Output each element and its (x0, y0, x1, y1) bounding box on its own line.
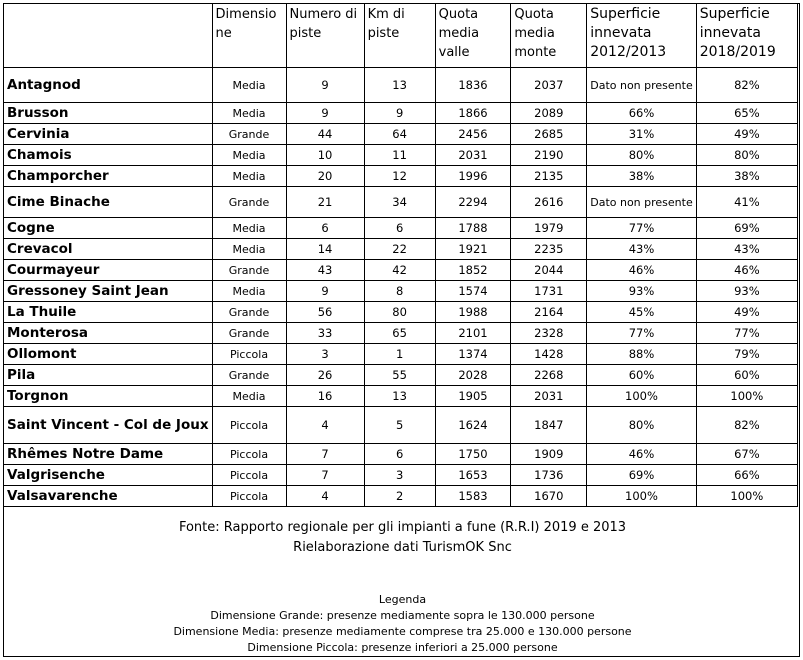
cell-dimensione: Piccola (212, 344, 286, 365)
cell-area-name: Courmayeur (4, 260, 213, 281)
cell-numero-piste: 7 (286, 465, 364, 486)
header-cell-quota-valle: Quota media valle (435, 4, 511, 68)
cell-km-piste: 42 (364, 260, 435, 281)
header-cell-quota-monte: Quota media monte (511, 4, 587, 68)
cell-quota-monte: 2616 (511, 187, 587, 218)
cell-numero-piste: 9 (286, 103, 364, 124)
table-row (4, 145, 798, 166)
cell-superficie-2012: 43% (587, 239, 697, 260)
cell-quota-valle: 1624 (435, 407, 511, 444)
cell-km-piste: 6 (364, 444, 435, 465)
cell-superficie-2012: 46% (587, 444, 697, 465)
table-row (4, 444, 798, 465)
cell-km-piste: 22 (364, 239, 435, 260)
cell-area-name: Monterosa (4, 323, 213, 344)
cell-dimensione: Media (212, 145, 286, 166)
spreadsheet (3, 3, 800, 657)
cell-superficie-2018: 93% (696, 281, 797, 302)
cell-quota-monte: 2190 (511, 145, 587, 166)
cell-area-name: Pila (4, 365, 213, 386)
cell-numero-piste: 9 (286, 68, 364, 103)
cell-quota-valle: 1653 (435, 465, 511, 486)
cell-dimensione: Media (212, 239, 286, 260)
cell-dimensione: Media (212, 103, 286, 124)
cell-superficie-2012: 77% (587, 218, 697, 239)
table-row (4, 281, 798, 302)
cell-km-piste: 65 (364, 323, 435, 344)
table-row (4, 302, 798, 323)
cell-numero-piste: 21 (286, 187, 364, 218)
source-line: Fonte: Rapporto regionale per gli impianti a fune (R.R.I) 2019 e 2013 (178, 520, 627, 535)
cell-superficie-2012: 88% (587, 344, 697, 365)
table-row (4, 386, 798, 407)
cell-numero-piste: 7 (286, 444, 364, 465)
cell-superficie-2012: Dato non presente (587, 68, 697, 103)
cell-superficie-2012: 69% (587, 465, 697, 486)
cell-quota-valle: 2456 (435, 124, 511, 145)
cell-quota-monte: 2037 (511, 68, 587, 103)
cell-superficie-2012: 38% (587, 166, 697, 187)
cell-superficie-2012: 46% (587, 260, 697, 281)
cell-numero-piste: 44 (286, 124, 364, 145)
cell-superficie-2018: 46% (696, 260, 797, 281)
header-cell-superficie-2018: Superficie innevata 2018/2019 (696, 4, 797, 68)
cell-numero-piste: 4 (286, 486, 364, 507)
cell-superficie-2012: 80% (587, 407, 697, 444)
cell-dimensione: Media (212, 166, 286, 187)
cell-quota-valle: 2031 (435, 145, 511, 166)
cell-area-name: Rhêmes Notre Dame (4, 444, 213, 465)
cell-area-name: Crevacol (4, 239, 213, 260)
cell-quota-valle: 1788 (435, 218, 511, 239)
table-row (4, 166, 798, 187)
cell-numero-piste: 10 (286, 145, 364, 166)
table-row (4, 103, 798, 124)
header-cell-area (4, 4, 213, 68)
header-cell-km-piste: Km di piste (364, 4, 435, 68)
cell-numero-piste: 26 (286, 365, 364, 386)
cell-quota-monte: 2089 (511, 103, 587, 124)
cell-area-name: Gressoney Saint Jean (4, 281, 213, 302)
cell-quota-valle: 1374 (435, 344, 511, 365)
cell-superficie-2018: 49% (696, 302, 797, 323)
cell-superficie-2018: 66% (696, 465, 797, 486)
cell-dimensione: Piccola (212, 486, 286, 507)
cell-area-name: Cime Binache (4, 187, 213, 218)
cell-dimensione: Piccola (212, 407, 286, 444)
cell-quota-valle: 1574 (435, 281, 511, 302)
cell-quota-valle: 1921 (435, 239, 511, 260)
cell-superficie-2012: Dato non presente (587, 187, 697, 218)
cell-dimensione: Grande (212, 302, 286, 323)
legend-item-piccola: Dimensione Piccola: presenze inferiori a 25.000 persone (247, 641, 558, 654)
cell-km-piste: 2 (364, 486, 435, 507)
cell-dimensione: Grande (212, 187, 286, 218)
cell-dimensione: Media (212, 68, 286, 103)
cell-quota-monte: 1670 (511, 486, 587, 507)
cell-superficie-2018: 79% (696, 344, 797, 365)
cell-superficie-2018: 82% (696, 68, 797, 103)
cell-area-name: La Thuile (4, 302, 213, 323)
cell-superficie-2018: 80% (696, 145, 797, 166)
table-row (4, 323, 798, 344)
table-row (4, 465, 798, 486)
cell-numero-piste: 16 (286, 386, 364, 407)
cell-area-name: Saint Vincent - Col de Joux (4, 407, 213, 444)
cell-dimensione: Grande (212, 124, 286, 145)
cell-superficie-2018: 49% (696, 124, 797, 145)
cell-superficie-2012: 31% (587, 124, 697, 145)
cell-superficie-2018: 60% (696, 365, 797, 386)
cell-km-piste: 64 (364, 124, 435, 145)
cell-dimensione: Grande (212, 365, 286, 386)
cell-km-piste: 34 (364, 187, 435, 218)
cell-area-name: Chamois (4, 145, 213, 166)
cell-numero-piste: 9 (286, 281, 364, 302)
cell-km-piste: 12 (364, 166, 435, 187)
cell-km-piste: 11 (364, 145, 435, 166)
cell-quota-valle: 1866 (435, 103, 511, 124)
cell-numero-piste: 56 (286, 302, 364, 323)
cell-km-piste: 8 (364, 281, 435, 302)
table-row (4, 239, 798, 260)
cell-area-name: Cervinia (4, 124, 213, 145)
cell-quota-valle: 1583 (435, 486, 511, 507)
cell-km-piste: 6 (364, 218, 435, 239)
cell-superficie-2012: 100% (587, 486, 697, 507)
header-cell-numero-piste: Numero di piste (286, 4, 364, 68)
cell-area-name: Valsavarenche (4, 486, 213, 507)
cell-superficie-2012: 60% (587, 365, 697, 386)
cell-superficie-2012: 66% (587, 103, 697, 124)
table-row (4, 218, 798, 239)
cell-superficie-2012: 93% (587, 281, 697, 302)
cell-dimensione: Media (212, 281, 286, 302)
table-row (4, 407, 798, 444)
cell-area-name: Cogne (4, 218, 213, 239)
cell-area-name: Brusson (4, 103, 213, 124)
cell-dimensione: Grande (212, 260, 286, 281)
cell-numero-piste: 43 (286, 260, 364, 281)
cell-km-piste: 9 (364, 103, 435, 124)
cell-km-piste: 55 (364, 365, 435, 386)
cell-numero-piste: 4 (286, 407, 364, 444)
header-cell-superficie-2012: Superficie innevata 2012/2013 (587, 4, 697, 68)
cell-superficie-2018: 69% (696, 218, 797, 239)
cell-superficie-2012: 45% (587, 302, 697, 323)
cell-superficie-2012: 100% (587, 386, 697, 407)
cell-dimensione: Grande (212, 323, 286, 344)
table-body (4, 68, 798, 507)
cell-quota-monte: 2328 (511, 323, 587, 344)
table-row (4, 187, 798, 218)
cell-km-piste: 13 (364, 68, 435, 103)
cell-quota-valle: 1996 (435, 166, 511, 187)
cell-quota-monte: 2135 (511, 166, 587, 187)
cell-quota-monte: 2044 (511, 260, 587, 281)
legend-item-grande: Dimensione Grande: presenze mediamente sopra le 130.000 persone (210, 609, 595, 622)
header-cell-dimensione: Dimensione (212, 4, 286, 68)
cell-quota-monte: 1731 (511, 281, 587, 302)
cell-superficie-2018: 82% (696, 407, 797, 444)
cell-quota-monte: 2235 (511, 239, 587, 260)
cell-quota-monte: 2031 (511, 386, 587, 407)
cell-superficie-2018: 65% (696, 103, 797, 124)
cell-quota-valle: 1852 (435, 260, 511, 281)
legend-title: Legenda (378, 593, 427, 606)
table-row (4, 365, 798, 386)
cell-quota-valle: 1750 (435, 444, 511, 465)
cell-numero-piste: 20 (286, 166, 364, 187)
header-row (4, 4, 798, 68)
cell-km-piste: 1 (364, 344, 435, 365)
cell-quota-monte: 1979 (511, 218, 587, 239)
cell-quota-monte: 2268 (511, 365, 587, 386)
cell-area-name: Valgrisenche (4, 465, 213, 486)
cell-area-name: Antagnod (4, 68, 213, 103)
cell-km-piste: 3 (364, 465, 435, 486)
cell-quota-monte: 1847 (511, 407, 587, 444)
cell-area-name: Champorcher (4, 166, 213, 187)
cell-superficie-2018: 43% (696, 239, 797, 260)
table-row (4, 486, 798, 507)
cell-km-piste: 13 (364, 386, 435, 407)
footer (4, 518, 801, 656)
cell-quota-monte: 2164 (511, 302, 587, 323)
cell-quota-valle: 2028 (435, 365, 511, 386)
cell-superficie-2012: 80% (587, 145, 697, 166)
cell-quota-monte: 1736 (511, 465, 587, 486)
cell-quota-monte: 2685 (511, 124, 587, 145)
cell-numero-piste: 33 (286, 323, 364, 344)
cell-area-name: Ollomont (4, 344, 213, 365)
cell-quota-valle: 2294 (435, 187, 511, 218)
legend-item-media: Dimensione Media: presenze mediamente comprese tra 25.000 e 130.000 persone (173, 625, 632, 638)
ski-areas-table (3, 3, 798, 507)
table-row (4, 260, 798, 281)
cell-dimensione: Piccola (212, 465, 286, 486)
cell-superficie-2012: 77% (587, 323, 697, 344)
table-row (4, 68, 798, 103)
cell-superficie-2018: 100% (696, 386, 797, 407)
table-row (4, 124, 798, 145)
cell-dimensione: Media (212, 386, 286, 407)
cell-numero-piste: 3 (286, 344, 364, 365)
cell-superficie-2018: 41% (696, 187, 797, 218)
table-row (4, 344, 798, 365)
elaboration-line: Rielaborazione dati TurismOK Snc (293, 540, 512, 555)
cell-superficie-2018: 67% (696, 444, 797, 465)
cell-quota-valle: 1836 (435, 68, 511, 103)
cell-quota-monte: 1909 (511, 444, 587, 465)
cell-numero-piste: 6 (286, 218, 364, 239)
cell-km-piste: 80 (364, 302, 435, 323)
cell-dimensione: Piccola (212, 444, 286, 465)
cell-area-name: Torgnon (4, 386, 213, 407)
cell-quota-monte: 1428 (511, 344, 587, 365)
cell-superficie-2018: 100% (696, 486, 797, 507)
cell-superficie-2018: 77% (696, 323, 797, 344)
cell-km-piste: 5 (364, 407, 435, 444)
cell-superficie-2018: 38% (696, 166, 797, 187)
cell-numero-piste: 14 (286, 239, 364, 260)
cell-quota-valle: 1905 (435, 386, 511, 407)
cell-quota-valle: 2101 (435, 323, 511, 344)
cell-dimensione: Media (212, 218, 286, 239)
cell-quota-valle: 1988 (435, 302, 511, 323)
